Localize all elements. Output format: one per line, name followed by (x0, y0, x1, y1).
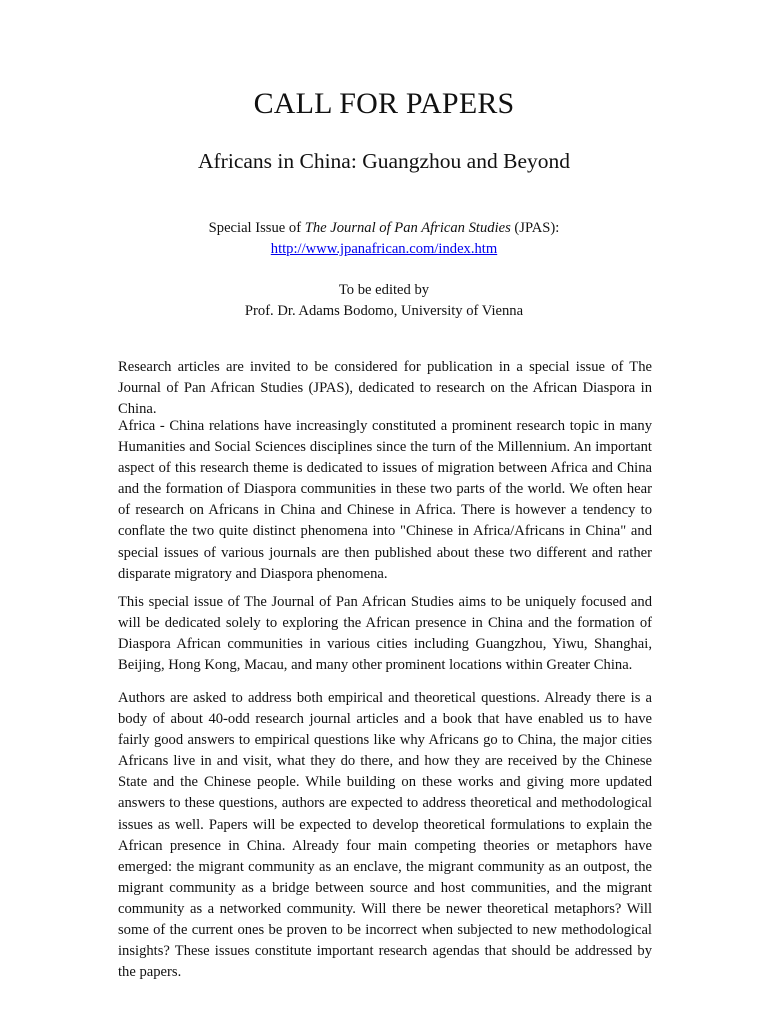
journal-name: The Journal of Pan African Studies (304, 220, 511, 236)
paragraph-questions (118, 688, 652, 983)
special-issue-prefix: Special Issue of (208, 220, 305, 236)
paragraph-text: Africa - China relations have increasingly constituted a prominent research topic in many Humanities and Social Sciences disciplines since the turn of the Millennium. An important aspect of this research theme is dedicated to issues of migration between Africa and China and the formation of Diaspora communities in these two parts of the world. We often hear of research on Africans in China and Chinese in Africa. There is however a tendency to conflate the two quite distinct phenomena into "Chinese in Africa/Africans in China" and special issues of various journals are then published about these two different and rather disparate migratory and Diaspora phenomena. (118, 418, 652, 582)
special-issue-suffix: (JPAS): (510, 220, 560, 236)
paragraph-text: Research articles are invited to be considered for publication in a special issue of The Journal of Pan African Studies (JPAS), dedicated to research on the African Diaspora in China. (118, 359, 652, 418)
paragraph-relations (118, 416, 652, 585)
paragraph-invitation (118, 357, 652, 420)
editor-name: Prof. Dr. Adams Bodomo, University of Vienna (244, 303, 524, 319)
journal-url-link[interactable]: http://www.jpanafrican.com/index.htm (270, 241, 498, 257)
editor-intro: To be edited by (338, 282, 430, 298)
paragraph-text: This special issue of The Journal of Pan African Studies aims to be uniquely focused and will be dedicated solely to exploring the African presence in China and the formation of Diaspora African communities in various cities including Guangzhou, Yiwu, Shanghai, Beijing, Hong Kong, Macau, and many other prominent locations within Greater China. (118, 594, 652, 674)
journal-link-line (0, 239, 768, 260)
editor-block (0, 280, 768, 322)
special-issue-line (0, 218, 768, 239)
document-subtitle: Africans in China: Guangzhou and Beyond (198, 149, 570, 173)
document-title: CALL FOR PAPERS (253, 87, 515, 120)
paragraph-text: Authors are asked to address both empirical and theoretical questions. Already there is a body of about 40-odd research journal articles and a book that have enabled us to have fairly good answers to empirical questions like why Africans go to China, the major cities Africans live in and visit, what they do there, and how they are received by the Chinese State and the Chinese people. While building on these works and giving more updated answers to these questions, authors are expected to address theoretical and methodological issues as well. Papers will be expected to develop theoretical formulations to explain the African presence in China. Already four main competing theories or metaphors have emerged: the migrant community as an enclave, the migrant community as an outpost, the migrant community as a bridge between source and host communities, and the migrant community as a networked community. Will there be newer theoretical metaphors? Will some of the current ones be proven to be incorrect when subjected to new methodological insights? These issues constitute important research agendas that should be addressed by the papers. (118, 690, 652, 981)
special-issue-block (0, 218, 768, 260)
paragraph-focus (118, 592, 652, 676)
